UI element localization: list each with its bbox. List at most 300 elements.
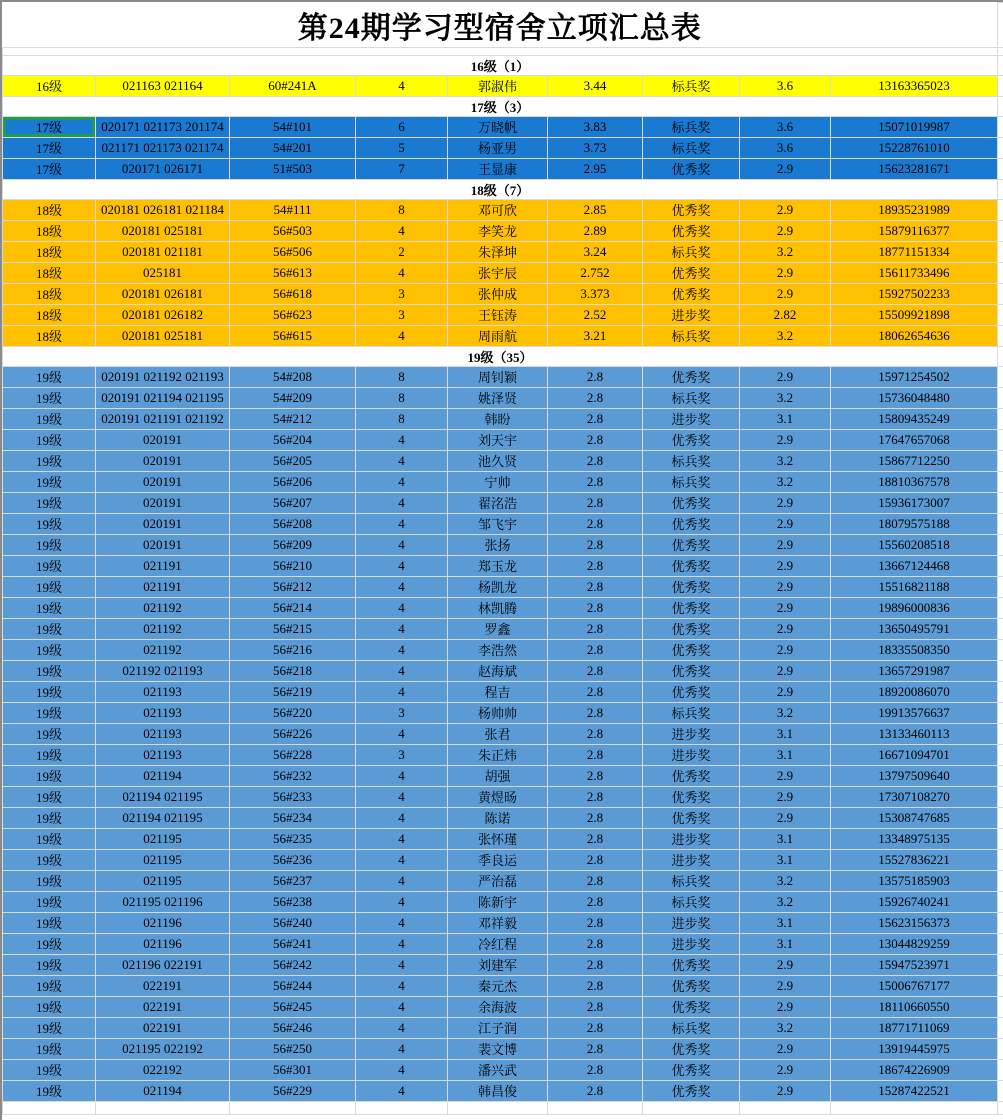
count-cell[interactable]: 5 <box>356 137 448 158</box>
gpa-cell[interactable]: 2.8 <box>548 765 643 786</box>
phone-cell[interactable]: 15971254502 <box>831 366 998 387</box>
phone-cell[interactable]: 18110660550 <box>831 996 998 1017</box>
gpa-cell[interactable]: 2.8 <box>548 387 643 408</box>
empty-cell[interactable] <box>998 137 1003 158</box>
phone-cell[interactable]: 15516821188 <box>831 576 998 597</box>
student-ids-cell[interactable]: 020181 025181 <box>96 325 230 346</box>
empty-cell[interactable] <box>998 283 1003 304</box>
grade-cell[interactable]: 18级 <box>3 325 96 346</box>
count-cell[interactable]: 4 <box>356 912 448 933</box>
empty-cell[interactable] <box>998 450 1003 471</box>
empty-cell[interactable] <box>998 55 1003 75</box>
selected-cell[interactable]: 17级 <box>3 116 96 137</box>
empty-cell[interactable] <box>998 786 1003 807</box>
gpa-cell[interactable]: 2.8 <box>548 702 643 723</box>
empty-cell[interactable] <box>998 1101 1003 1114</box>
phone-cell[interactable]: 13044829259 <box>831 933 998 954</box>
award-cell[interactable]: 优秀奖 <box>643 366 740 387</box>
name-cell[interactable]: 赵海斌 <box>448 660 548 681</box>
name-cell[interactable]: 邓可欣 <box>448 199 548 220</box>
award-cell[interactable]: 标兵奖 <box>643 116 740 137</box>
name-cell[interactable]: 严治磊 <box>448 870 548 891</box>
phone-cell[interactable]: 13163365023 <box>831 75 998 96</box>
student-ids-cell[interactable]: 021193 <box>96 744 230 765</box>
student-ids-cell[interactable]: 022191 <box>96 975 230 996</box>
award-cell[interactable]: 优秀奖 <box>643 681 740 702</box>
grade-cell[interactable]: 19级 <box>3 912 96 933</box>
student-ids-cell[interactable]: 021196 <box>96 912 230 933</box>
count-cell[interactable]: 4 <box>356 933 448 954</box>
score-cell[interactable]: 2.9 <box>740 807 831 828</box>
gpa-cell[interactable]: 2.8 <box>548 429 643 450</box>
grade-cell[interactable]: 19级 <box>3 702 96 723</box>
student-ids-cell[interactable]: 020171 021173 201174 <box>96 116 230 137</box>
award-cell[interactable]: 优秀奖 <box>643 199 740 220</box>
phone-cell[interactable]: 15947523971 <box>831 954 998 975</box>
section-header[interactable]: 18级（7） <box>3 179 998 199</box>
room-cell[interactable]: 56#506 <box>230 241 356 262</box>
room-cell[interactable]: 54#111 <box>230 199 356 220</box>
name-cell[interactable]: 郭淑伟 <box>448 75 548 96</box>
name-cell[interactable]: 邓祥毅 <box>448 912 548 933</box>
award-cell[interactable]: 标兵奖 <box>643 891 740 912</box>
count-cell[interactable]: 4 <box>356 975 448 996</box>
grade-cell[interactable]: 19级 <box>3 660 96 681</box>
room-cell[interactable]: 56#228 <box>230 744 356 765</box>
count-cell[interactable]: 4 <box>356 1038 448 1059</box>
empty-cell[interactable] <box>998 492 1003 513</box>
phone-cell[interactable]: 15560208518 <box>831 534 998 555</box>
empty-cell[interactable] <box>998 555 1003 576</box>
award-cell[interactable]: 优秀奖 <box>643 158 740 179</box>
student-ids-cell[interactable]: 020191 021191 021192 <box>96 408 230 429</box>
name-cell[interactable]: 周钊颖 <box>448 366 548 387</box>
section-header[interactable]: 16级（1） <box>3 55 998 75</box>
gpa-cell[interactable]: 2.752 <box>548 262 643 283</box>
room-cell[interactable]: 56#220 <box>230 702 356 723</box>
grade-cell[interactable]: 19级 <box>3 975 96 996</box>
grade-cell[interactable]: 19级 <box>3 786 96 807</box>
name-cell[interactable]: 郑玉龙 <box>448 555 548 576</box>
student-ids-cell[interactable]: 020191 021192 021193 <box>96 366 230 387</box>
room-cell[interactable]: 56#615 <box>230 325 356 346</box>
empty-cell[interactable] <box>998 75 1003 96</box>
empty-cell[interactable] <box>3 1101 96 1114</box>
name-cell[interactable]: 韩盼 <box>448 408 548 429</box>
empty-cell[interactable] <box>998 241 1003 262</box>
room-cell[interactable]: 56#206 <box>230 471 356 492</box>
name-cell[interactable]: 李浩然 <box>448 639 548 660</box>
empty-cell[interactable] <box>998 179 1003 199</box>
score-cell[interactable]: 2.82 <box>740 304 831 325</box>
phone-cell[interactable]: 15879116377 <box>831 220 998 241</box>
score-cell[interactable]: 3.2 <box>740 471 831 492</box>
grade-cell[interactable]: 19级 <box>3 870 96 891</box>
name-cell[interactable]: 张君 <box>448 723 548 744</box>
count-cell[interactable]: 4 <box>356 723 448 744</box>
count-cell[interactable]: 4 <box>356 325 448 346</box>
gpa-cell[interactable]: 2.8 <box>548 954 643 975</box>
gpa-cell[interactable]: 2.8 <box>548 555 643 576</box>
count-cell[interactable]: 4 <box>356 891 448 912</box>
room-cell[interactable]: 56#218 <box>230 660 356 681</box>
phone-cell[interactable]: 15623281671 <box>831 158 998 179</box>
score-cell[interactable]: 2.9 <box>740 199 831 220</box>
phone-cell[interactable]: 13575185903 <box>831 870 998 891</box>
empty-cell[interactable] <box>356 1101 448 1114</box>
grade-cell[interactable]: 18级 <box>3 304 96 325</box>
count-cell[interactable]: 4 <box>356 618 448 639</box>
phone-cell[interactable]: 13919445975 <box>831 1038 998 1059</box>
grade-cell[interactable]: 19级 <box>3 1038 96 1059</box>
empty-cell[interactable] <box>998 807 1003 828</box>
gpa-cell[interactable]: 2.8 <box>548 912 643 933</box>
empty-cell[interactable] <box>998 471 1003 492</box>
grade-cell[interactable]: 19级 <box>3 408 96 429</box>
student-ids-cell[interactable]: 020181 026182 <box>96 304 230 325</box>
empty-cell[interactable] <box>998 639 1003 660</box>
count-cell[interactable]: 4 <box>356 576 448 597</box>
phone-cell[interactable]: 18935231989 <box>831 199 998 220</box>
score-cell[interactable]: 2.9 <box>740 1080 831 1101</box>
name-cell[interactable]: 陈新宇 <box>448 891 548 912</box>
room-cell[interactable]: 56#233 <box>230 786 356 807</box>
name-cell[interactable]: 林凯腾 <box>448 597 548 618</box>
gpa-cell[interactable]: 2.89 <box>548 220 643 241</box>
count-cell[interactable]: 4 <box>356 75 448 96</box>
grade-cell[interactable]: 18级 <box>3 199 96 220</box>
empty-cell[interactable] <box>831 1101 998 1114</box>
grade-cell[interactable]: 19级 <box>3 639 96 660</box>
grade-cell[interactable]: 19级 <box>3 492 96 513</box>
gpa-cell[interactable]: 2.8 <box>548 471 643 492</box>
gpa-cell[interactable]: 3.44 <box>548 75 643 96</box>
room-cell[interactable]: 56#226 <box>230 723 356 744</box>
name-cell[interactable]: 程吉 <box>448 681 548 702</box>
count-cell[interactable]: 8 <box>356 199 448 220</box>
score-cell[interactable]: 3.2 <box>740 1017 831 1038</box>
empty-cell[interactable] <box>998 933 1003 954</box>
count-cell[interactable]: 4 <box>356 681 448 702</box>
name-cell[interactable]: 陈诺 <box>448 807 548 828</box>
empty-cell[interactable] <box>998 891 1003 912</box>
empty-cell[interactable] <box>998 199 1003 220</box>
empty-cell[interactable] <box>998 3 1003 48</box>
score-cell[interactable]: 2.9 <box>740 534 831 555</box>
count-cell[interactable]: 4 <box>356 597 448 618</box>
award-cell[interactable]: 优秀奖 <box>643 555 740 576</box>
score-cell[interactable]: 2.9 <box>740 597 831 618</box>
score-cell[interactable]: 3.2 <box>740 241 831 262</box>
name-cell[interactable]: 余海波 <box>448 996 548 1017</box>
student-ids-cell[interactable]: 020191 <box>96 534 230 555</box>
name-cell[interactable]: 宁帅 <box>448 471 548 492</box>
name-cell[interactable]: 潘兴武 <box>448 1059 548 1080</box>
score-cell[interactable]: 3.1 <box>740 408 831 429</box>
empty-cell[interactable] <box>998 429 1003 450</box>
student-ids-cell[interactable]: 022191 <box>96 1017 230 1038</box>
student-ids-cell[interactable]: 021191 <box>96 576 230 597</box>
student-ids-cell[interactable]: 021193 <box>96 723 230 744</box>
student-ids-cell[interactable]: 020171 026171 <box>96 158 230 179</box>
gpa-cell[interactable]: 2.8 <box>548 975 643 996</box>
score-cell[interactable]: 3.6 <box>740 75 831 96</box>
grade-cell[interactable]: 19级 <box>3 597 96 618</box>
empty-cell[interactable] <box>998 996 1003 1017</box>
name-cell[interactable]: 江子润 <box>448 1017 548 1038</box>
name-cell[interactable]: 池久贤 <box>448 450 548 471</box>
student-ids-cell[interactable]: 021194 021195 <box>96 807 230 828</box>
phone-cell[interactable]: 15623156373 <box>831 912 998 933</box>
gpa-cell[interactable]: 2.8 <box>548 513 643 534</box>
room-cell[interactable]: 51#503 <box>230 158 356 179</box>
gpa-cell[interactable]: 2.8 <box>548 366 643 387</box>
phone-cell[interactable]: 17647657068 <box>831 429 998 450</box>
gpa-cell[interactable]: 2.8 <box>548 492 643 513</box>
award-cell[interactable]: 优秀奖 <box>643 996 740 1017</box>
room-cell[interactable]: 56#215 <box>230 618 356 639</box>
count-cell[interactable]: 4 <box>356 765 448 786</box>
student-ids-cell[interactable]: 021195 021196 <box>96 891 230 912</box>
award-cell[interactable]: 优秀奖 <box>643 492 740 513</box>
gpa-cell[interactable]: 2.8 <box>548 723 643 744</box>
room-cell[interactable]: 56#250 <box>230 1038 356 1059</box>
grade-cell[interactable]: 19级 <box>3 618 96 639</box>
award-cell[interactable]: 优秀奖 <box>643 283 740 304</box>
room-cell[interactable]: 56#205 <box>230 450 356 471</box>
score-cell[interactable]: 2.9 <box>740 283 831 304</box>
empty-cell[interactable] <box>998 47 1003 55</box>
count-cell[interactable]: 4 <box>356 1059 448 1080</box>
room-cell[interactable]: 56#241 <box>230 933 356 954</box>
room-cell[interactable]: 56#212 <box>230 576 356 597</box>
gpa-cell[interactable]: 2.8 <box>548 870 643 891</box>
award-cell[interactable]: 优秀奖 <box>643 513 740 534</box>
gpa-cell[interactable]: 2.8 <box>548 996 643 1017</box>
empty-cell[interactable] <box>998 346 1003 366</box>
award-cell[interactable]: 进步奖 <box>643 723 740 744</box>
student-ids-cell[interactable]: 021196 022191 <box>96 954 230 975</box>
empty-cell[interactable] <box>998 681 1003 702</box>
student-ids-cell[interactable]: 021194 <box>96 1080 230 1101</box>
gpa-cell[interactable]: 2.8 <box>548 450 643 471</box>
award-cell[interactable]: 优秀奖 <box>643 765 740 786</box>
name-cell[interactable]: 冷红程 <box>448 933 548 954</box>
name-cell[interactable]: 万晓帆 <box>448 116 548 137</box>
award-cell[interactable]: 进步奖 <box>643 408 740 429</box>
score-cell[interactable]: 3.2 <box>740 387 831 408</box>
student-ids-cell[interactable]: 020181 026181 021184 <box>96 199 230 220</box>
count-cell[interactable]: 2 <box>356 241 448 262</box>
room-cell[interactable]: 56#301 <box>230 1059 356 1080</box>
gpa-cell[interactable]: 2.8 <box>548 849 643 870</box>
name-cell[interactable]: 张宇辰 <box>448 262 548 283</box>
room-cell[interactable]: 56#214 <box>230 597 356 618</box>
count-cell[interactable]: 3 <box>356 702 448 723</box>
award-cell[interactable]: 进步奖 <box>643 828 740 849</box>
name-cell[interactable]: 刘建军 <box>448 954 548 975</box>
name-cell[interactable]: 姚泽贤 <box>448 387 548 408</box>
gpa-cell[interactable]: 2.8 <box>548 1017 643 1038</box>
student-ids-cell[interactable]: 022192 <box>96 1059 230 1080</box>
phone-cell[interactable]: 15287422521 <box>831 1080 998 1101</box>
count-cell[interactable]: 4 <box>356 870 448 891</box>
count-cell[interactable]: 4 <box>356 492 448 513</box>
count-cell[interactable]: 4 <box>356 429 448 450</box>
award-cell[interactable]: 标兵奖 <box>643 471 740 492</box>
award-cell[interactable]: 进步奖 <box>643 304 740 325</box>
award-cell[interactable]: 标兵奖 <box>643 870 740 891</box>
name-cell[interactable]: 刘天宇 <box>448 429 548 450</box>
count-cell[interactable]: 3 <box>356 304 448 325</box>
grade-cell[interactable]: 19级 <box>3 828 96 849</box>
award-cell[interactable]: 标兵奖 <box>643 137 740 158</box>
count-cell[interactable]: 7 <box>356 158 448 179</box>
student-ids-cell[interactable]: 021191 <box>96 555 230 576</box>
room-cell[interactable]: 56#235 <box>230 828 356 849</box>
award-cell[interactable]: 优秀奖 <box>643 639 740 660</box>
grade-cell[interactable]: 16级 <box>3 75 96 96</box>
empty-cell[interactable] <box>230 1101 356 1114</box>
student-ids-cell[interactable]: 021192 <box>96 597 230 618</box>
grade-cell[interactable]: 18级 <box>3 262 96 283</box>
empty-cell[interactable] <box>998 408 1003 429</box>
gpa-cell[interactable]: 2.8 <box>548 786 643 807</box>
score-cell[interactable]: 3.1 <box>740 849 831 870</box>
count-cell[interactable]: 4 <box>356 555 448 576</box>
gpa-cell[interactable]: 2.8 <box>548 660 643 681</box>
score-cell[interactable]: 2.9 <box>740 513 831 534</box>
count-cell[interactable]: 4 <box>356 996 448 1017</box>
award-cell[interactable]: 优秀奖 <box>643 534 740 555</box>
gpa-cell[interactable]: 2.8 <box>548 1038 643 1059</box>
gpa-cell[interactable]: 2.8 <box>548 408 643 429</box>
count-cell[interactable]: 4 <box>356 534 448 555</box>
room-cell[interactable]: 56#244 <box>230 975 356 996</box>
count-cell[interactable]: 4 <box>356 954 448 975</box>
phone-cell[interactable]: 18674226909 <box>831 1059 998 1080</box>
count-cell[interactable]: 4 <box>356 1017 448 1038</box>
award-cell[interactable]: 标兵奖 <box>643 702 740 723</box>
gpa-cell[interactable]: 2.8 <box>548 807 643 828</box>
room-cell[interactable]: 54#101 <box>230 116 356 137</box>
room-cell[interactable]: 56#209 <box>230 534 356 555</box>
score-cell[interactable]: 3.6 <box>740 137 831 158</box>
phone-cell[interactable]: 15936173007 <box>831 492 998 513</box>
gpa-cell[interactable]: 2.95 <box>548 158 643 179</box>
name-cell[interactable]: 张怀瑾 <box>448 828 548 849</box>
count-cell[interactable]: 4 <box>356 828 448 849</box>
student-ids-cell[interactable]: 020181 025181 <box>96 220 230 241</box>
score-cell[interactable]: 2.9 <box>740 429 831 450</box>
section-header[interactable]: 17级（3） <box>3 96 998 116</box>
phone-cell[interactable]: 15736048480 <box>831 387 998 408</box>
count-cell[interactable]: 4 <box>356 262 448 283</box>
grade-cell[interactable]: 19级 <box>3 555 96 576</box>
count-cell[interactable]: 8 <box>356 387 448 408</box>
empty-cell[interactable] <box>998 702 1003 723</box>
gpa-cell[interactable]: 2.8 <box>548 1059 643 1080</box>
student-ids-cell[interactable]: 021194 <box>96 765 230 786</box>
score-cell[interactable]: 3.1 <box>740 912 831 933</box>
student-ids-cell[interactable]: 020191 <box>96 450 230 471</box>
score-cell[interactable]: 3.1 <box>740 723 831 744</box>
empty-cell[interactable] <box>998 765 1003 786</box>
phone-cell[interactable]: 13650495791 <box>831 618 998 639</box>
grade-cell[interactable]: 19级 <box>3 954 96 975</box>
empty-cell[interactable] <box>998 1080 1003 1101</box>
student-ids-cell[interactable]: 020191 021194 021195 <box>96 387 230 408</box>
room-cell[interactable]: 56#242 <box>230 954 356 975</box>
gpa-cell[interactable]: 2.8 <box>548 534 643 555</box>
award-cell[interactable]: 优秀奖 <box>643 220 740 241</box>
room-cell[interactable]: 56#208 <box>230 513 356 534</box>
room-cell[interactable]: 56#503 <box>230 220 356 241</box>
room-cell[interactable]: 56#623 <box>230 304 356 325</box>
student-ids-cell[interactable]: 021192 021193 <box>96 660 230 681</box>
count-cell[interactable]: 8 <box>356 408 448 429</box>
count-cell[interactable]: 3 <box>356 283 448 304</box>
empty-cell[interactable] <box>998 116 1003 137</box>
gpa-cell[interactable]: 3.24 <box>548 241 643 262</box>
room-cell[interactable]: 54#212 <box>230 408 356 429</box>
award-cell[interactable]: 优秀奖 <box>643 1080 740 1101</box>
room-cell[interactable]: 56#246 <box>230 1017 356 1038</box>
phone-cell[interactable]: 19896000836 <box>831 597 998 618</box>
student-ids-cell[interactable]: 020181 021181 <box>96 241 230 262</box>
count-cell[interactable]: 4 <box>356 807 448 828</box>
gpa-cell[interactable]: 2.8 <box>548 744 643 765</box>
grade-cell[interactable]: 19级 <box>3 891 96 912</box>
gpa-cell[interactable]: 3.83 <box>548 116 643 137</box>
count-cell[interactable]: 4 <box>356 513 448 534</box>
score-cell[interactable]: 2.9 <box>740 954 831 975</box>
name-cell[interactable]: 王钰涛 <box>448 304 548 325</box>
count-cell[interactable]: 4 <box>356 450 448 471</box>
award-cell[interactable]: 标兵奖 <box>643 325 740 346</box>
score-cell[interactable]: 3.1 <box>740 933 831 954</box>
award-cell[interactable]: 标兵奖 <box>643 450 740 471</box>
score-cell[interactable]: 2.9 <box>740 786 831 807</box>
grade-cell[interactable]: 18级 <box>3 283 96 304</box>
empty-cell[interactable] <box>548 1101 643 1114</box>
phone-cell[interactable]: 13133460113 <box>831 723 998 744</box>
award-cell[interactable]: 进步奖 <box>643 912 740 933</box>
score-cell[interactable]: 2.9 <box>740 576 831 597</box>
score-cell[interactable]: 3.2 <box>740 891 831 912</box>
gpa-cell[interactable]: 3.73 <box>548 137 643 158</box>
room-cell[interactable]: 60#241A <box>230 75 356 96</box>
empty-cell[interactable] <box>998 576 1003 597</box>
score-cell[interactable]: 2.9 <box>740 681 831 702</box>
empty-cell[interactable] <box>998 158 1003 179</box>
name-cell[interactable]: 杨帅帅 <box>448 702 548 723</box>
grade-cell[interactable]: 19级 <box>3 765 96 786</box>
room-cell[interactable]: 56#207 <box>230 492 356 513</box>
empty-cell[interactable] <box>448 1101 548 1114</box>
empty-cell[interactable] <box>998 387 1003 408</box>
empty-cell[interactable] <box>998 828 1003 849</box>
room-cell[interactable]: 56#234 <box>230 807 356 828</box>
award-cell[interactable]: 标兵奖 <box>643 1017 740 1038</box>
award-cell[interactable]: 进步奖 <box>643 933 740 954</box>
score-cell[interactable]: 3.2 <box>740 870 831 891</box>
count-cell[interactable]: 4 <box>356 220 448 241</box>
grade-cell[interactable]: 19级 <box>3 1017 96 1038</box>
phone-cell[interactable]: 18062654636 <box>831 325 998 346</box>
gpa-cell[interactable]: 2.8 <box>548 933 643 954</box>
empty-cell[interactable] <box>998 220 1003 241</box>
